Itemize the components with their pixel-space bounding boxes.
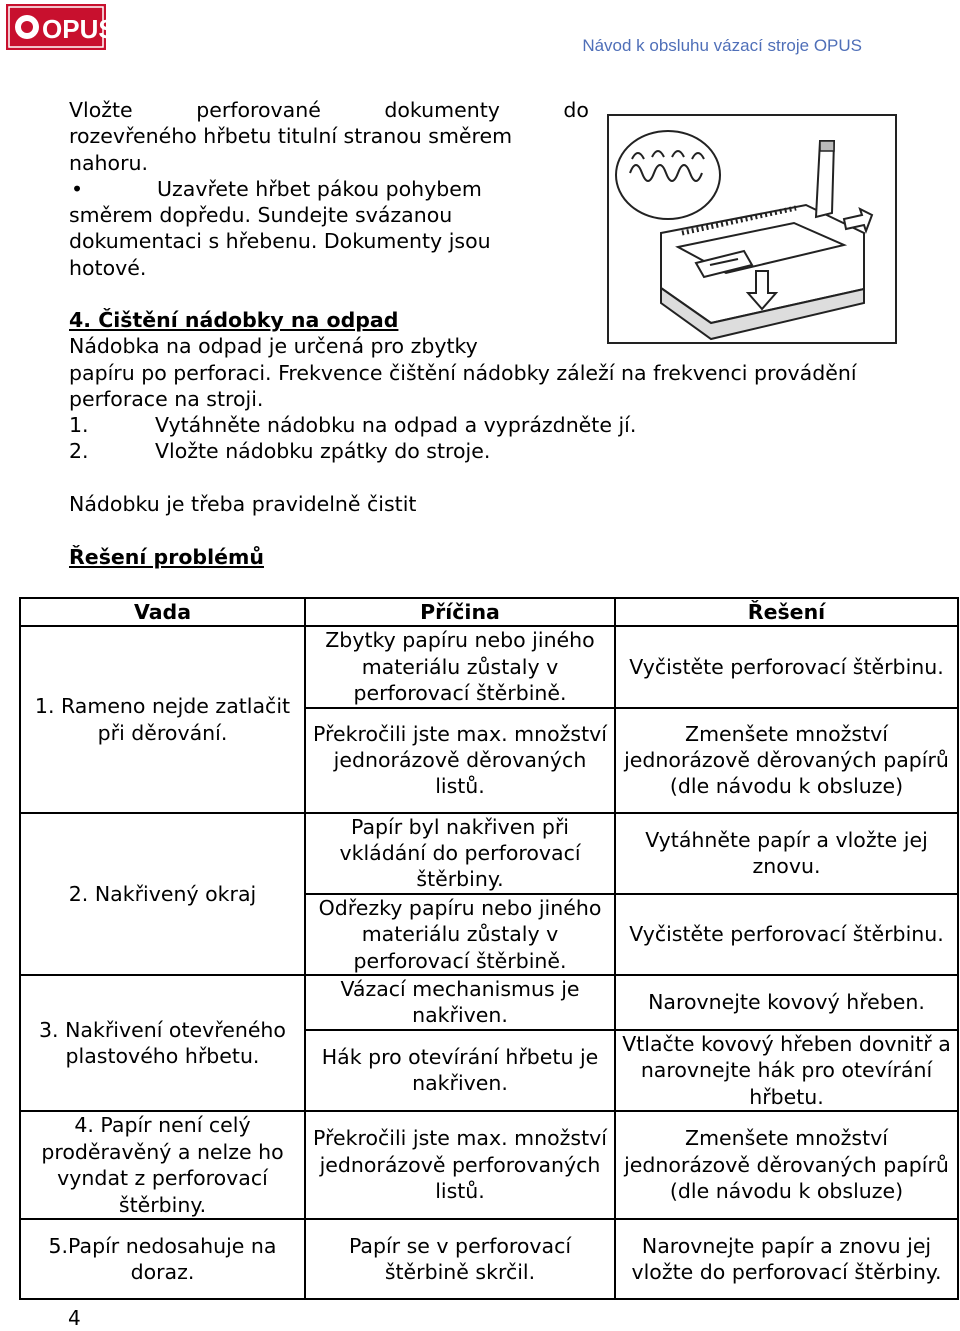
defect-cell: 1. Rameno nejde zatlačit při děrování. — [20, 626, 305, 812]
solution-cell: Narovnejte papír a znovu jej vložte do perforovací štěrbiny. — [615, 1219, 958, 1299]
solution-cell: Zmenšete množství jednorázově děrovaných papírů (dle návodu k obsluze) — [615, 708, 958, 813]
troubleshooting-heading: Řešení problémů — [69, 544, 264, 569]
solution-cell: Vyčistěte perforovací štěrbinu. — [615, 626, 958, 707]
page-number: 4 — [68, 1306, 81, 1330]
cleaning-section — [69, 307, 929, 570]
cause-cell: Papír se v perforovací štěrbině skrčil. — [305, 1219, 615, 1299]
cause-cell: Překročili jste max. množství jednorázově děrovaných listů. — [305, 708, 615, 813]
intro-line-1: Vložte perforované dokumenty do — [69, 98, 589, 122]
solution-cell: Narovnejte kovový hřeben. — [615, 975, 958, 1030]
column-header-defect: Vada — [20, 598, 305, 626]
table-row — [20, 1111, 958, 1219]
cause-cell: Odřezky papíru nebo jiného materiálu zůstaly v perforovací štěrbině. — [305, 894, 615, 975]
defect-cell: 3. Nakřivení otevřeného plastového hřbetu. — [20, 975, 305, 1111]
cleaning-note: Nádobku je třeba pravidelně čistit — [69, 492, 417, 517]
cause-cell: Zbytky papíru nebo jiného materiálu zůstaly v perforovací štěrbině. — [305, 626, 615, 707]
solution-cell: Vtlačte kovový hřeben dovnitř a narovnejte hák pro otevírání hřbetu. — [615, 1030, 958, 1111]
defect-cell: 5.Papír nedosahuje na doraz. — [20, 1219, 305, 1299]
intro-line-3: nahoru. — [69, 150, 149, 175]
table-header-row — [20, 598, 958, 626]
bullet-item: • Uzavřete hřbet pákou pohybem — [71, 176, 482, 201]
defect-cell: 2. Nakřivený okraj — [20, 813, 305, 975]
solution-cell: Vytáhněte papír a vložte jej znovu. — [615, 813, 958, 894]
cleaning-text: papíru po perforaci. Frekvence čištění nádobky záleží na frekvenci provádění — [69, 360, 857, 385]
table-row — [20, 813, 958, 894]
cleaning-text: Nádobka na odpad je určená pro zbytky — [69, 334, 478, 359]
intro-line-2: rozevřeného hřbetu titulní stranou směrem — [69, 124, 513, 149]
document-title: Návod k obsluhu vázací stroje OPUS — [582, 36, 862, 55]
cause-cell: Papír byl nakřiven při vkládání do perforovací štěrbiny. — [305, 813, 615, 894]
table-row — [20, 626, 958, 707]
column-header-cause: Příčina — [305, 598, 615, 626]
cleaning-step-1: 1. Vytáhněte nádobku na odpad a vyprázdněte jí. — [69, 413, 637, 438]
solution-cell: Zmenšete množství jednorázově děrovaných papírů (dle návodu k obsluze) — [615, 1111, 958, 1219]
troubleshooting-table — [19, 597, 959, 1300]
cleaning-text: perforace na stroji. — [69, 386, 264, 411]
defect-cell: 4. Papír není celý proděravěný a nelze ho vyndat z perforovací štěrbiny. — [20, 1111, 305, 1219]
cause-cell: Vázací mechanismus je nakřiven. — [305, 975, 615, 1030]
table-row — [20, 1219, 958, 1299]
cleaning-heading: 4. Čištění nádobky na odpad — [69, 308, 399, 332]
solution-cell: Vyčistěte perforovací štěrbinu. — [615, 894, 958, 975]
table-row — [20, 975, 958, 1030]
opus-logo — [6, 4, 116, 50]
bullet-continuation: dokumentaci s hřebenu. Dokumenty jsou — [69, 229, 491, 254]
cause-cell: Překročili jste max. množství jednorázově perforovaných listů. — [305, 1111, 615, 1219]
intro-text — [69, 97, 589, 281]
bullet-continuation: hotové. — [69, 255, 147, 280]
bullet-continuation: směrem dopředu. Sundejte svázanou — [69, 203, 453, 228]
column-header-solution: Řešení — [615, 598, 958, 626]
bullet-symbol: • — [71, 176, 84, 201]
cause-cell: Hák pro otevírání hřbetu je nakřiven. — [305, 1030, 615, 1111]
cleaning-step-2: 2. Vložte nádobku zpátky do stroje. — [69, 439, 491, 464]
logo-text: OPUS — [42, 14, 116, 44]
